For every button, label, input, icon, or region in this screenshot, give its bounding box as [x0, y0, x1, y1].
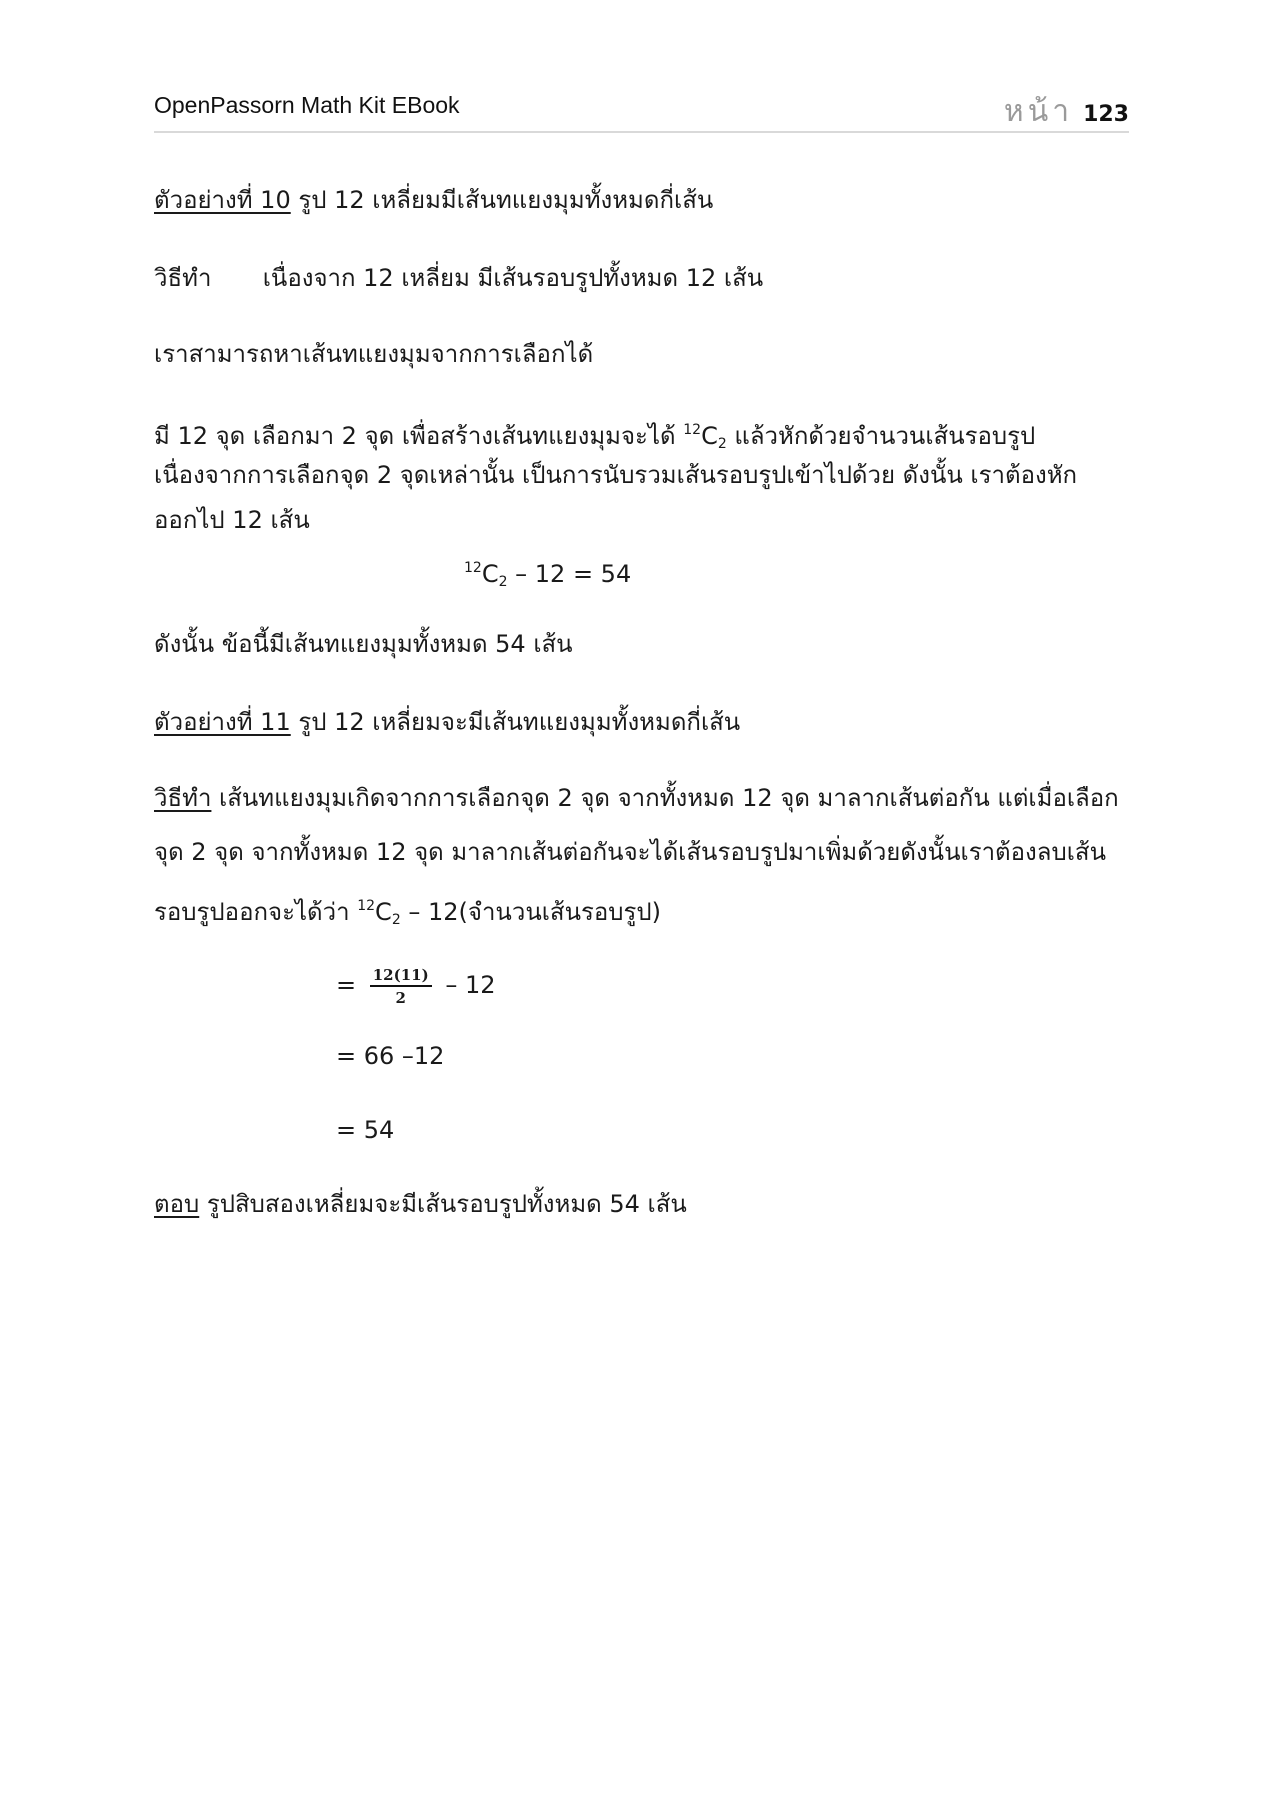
answer-text: รูปสิบสองเหลี่ยมจะมีเส้นรอบรูปทั้งหมด 54 เส้น — [199, 1190, 687, 1218]
example-10-question: รูป 12 เหลี่ยมมีเส้นทแยงมุมทั้งหมดกี่เส้น — [290, 186, 714, 214]
page-label: หน้า — [1003, 94, 1074, 129]
answer — [154, 1188, 687, 1220]
example-11-method-line2: จุด 2 จุด จากทั้งหมด 12 จุด มาลากเส้นต่อกันจะได้เส้นรอบรูปมาเพิ่มด้วยดังนั้นเราต้องลบเส้น — [154, 838, 1106, 866]
page-indicator — [1004, 88, 1129, 135]
example-10-line3: เราสามารถหาเส้นทแยงมุมจากการเลือกได้ — [154, 340, 594, 368]
method-label: วิธีทำ — [154, 264, 212, 292]
example-10-method — [154, 262, 763, 294]
step-3: = 54 — [336, 1116, 395, 1144]
example-11-question: รูป 12 เหลี่ยมจะมีเส้นทแยงมุมทั้งหมดกี่เส้น — [290, 708, 741, 736]
method-text: เนื่องจาก 12 เหลี่ยม มีเส้นรอบรูปทั้งหมด 12 เส้น — [262, 264, 764, 292]
example-11-method-line3: รอบรูปออกจะได้ว่า $^{12}C_2 - 12$(จำนวนเส้นรอบรูป) — [154, 898, 662, 928]
header-divider — [154, 131, 1129, 133]
example-11-heading — [154, 706, 740, 738]
example-10-label: ตัวอย่างที่ 10 — [154, 186, 291, 214]
fraction: $\frac{12(11)}{2}$ — [370, 966, 432, 1007]
example-10-line6: ออกไป 12 เส้น — [154, 506, 310, 534]
example-11-label: ตัวอย่างที่ 11 — [154, 708, 291, 736]
page-number: 123 — [1083, 102, 1129, 127]
answer-label: ตอบ — [154, 1190, 200, 1218]
example-10-conclusion: ดังนั้น ข้อนี้มีเส้นทแยงมุมทั้งหมด 54 เส้น — [154, 630, 573, 658]
example-10-line5: เนื่องจากการเลือกจุด 2 จุดเหล่านั้น เป็นการนับรวมเส้นรอบรูปเข้าไปด้วย ดังนั้น เราต้องหัก — [154, 461, 1078, 489]
example-11-method-line1: วิธีทำ เส้นทแยงมุมเกิดจากการเลือกจุด 2 จุด จากทั้งหมด 12 จุด มาลากเส้นต่อกัน แต่เมื่อเลือก — [154, 784, 1119, 812]
example-10-heading — [154, 184, 713, 216]
example-10-equation: $^{12}C_2 - 12 = 54$ — [464, 560, 632, 590]
method-label: วิธีทำ — [154, 784, 212, 812]
step-2: = 66 –12 — [336, 1042, 445, 1070]
step-1: = $\frac{12(11)}{2}$ – 12 — [336, 965, 496, 1007]
book-title: OpenPassorn Math Kit EBook — [154, 92, 460, 118]
example-10-line4: มี 12 จุด เลือกมา 2 จุด เพื่อสร้างเส้นทแยงมุมจะได้ $^{12}C_2$ แล้วหักด้วยจำนวนเส้นรอบรูป — [154, 422, 1036, 452]
page-header — [154, 88, 1129, 128]
